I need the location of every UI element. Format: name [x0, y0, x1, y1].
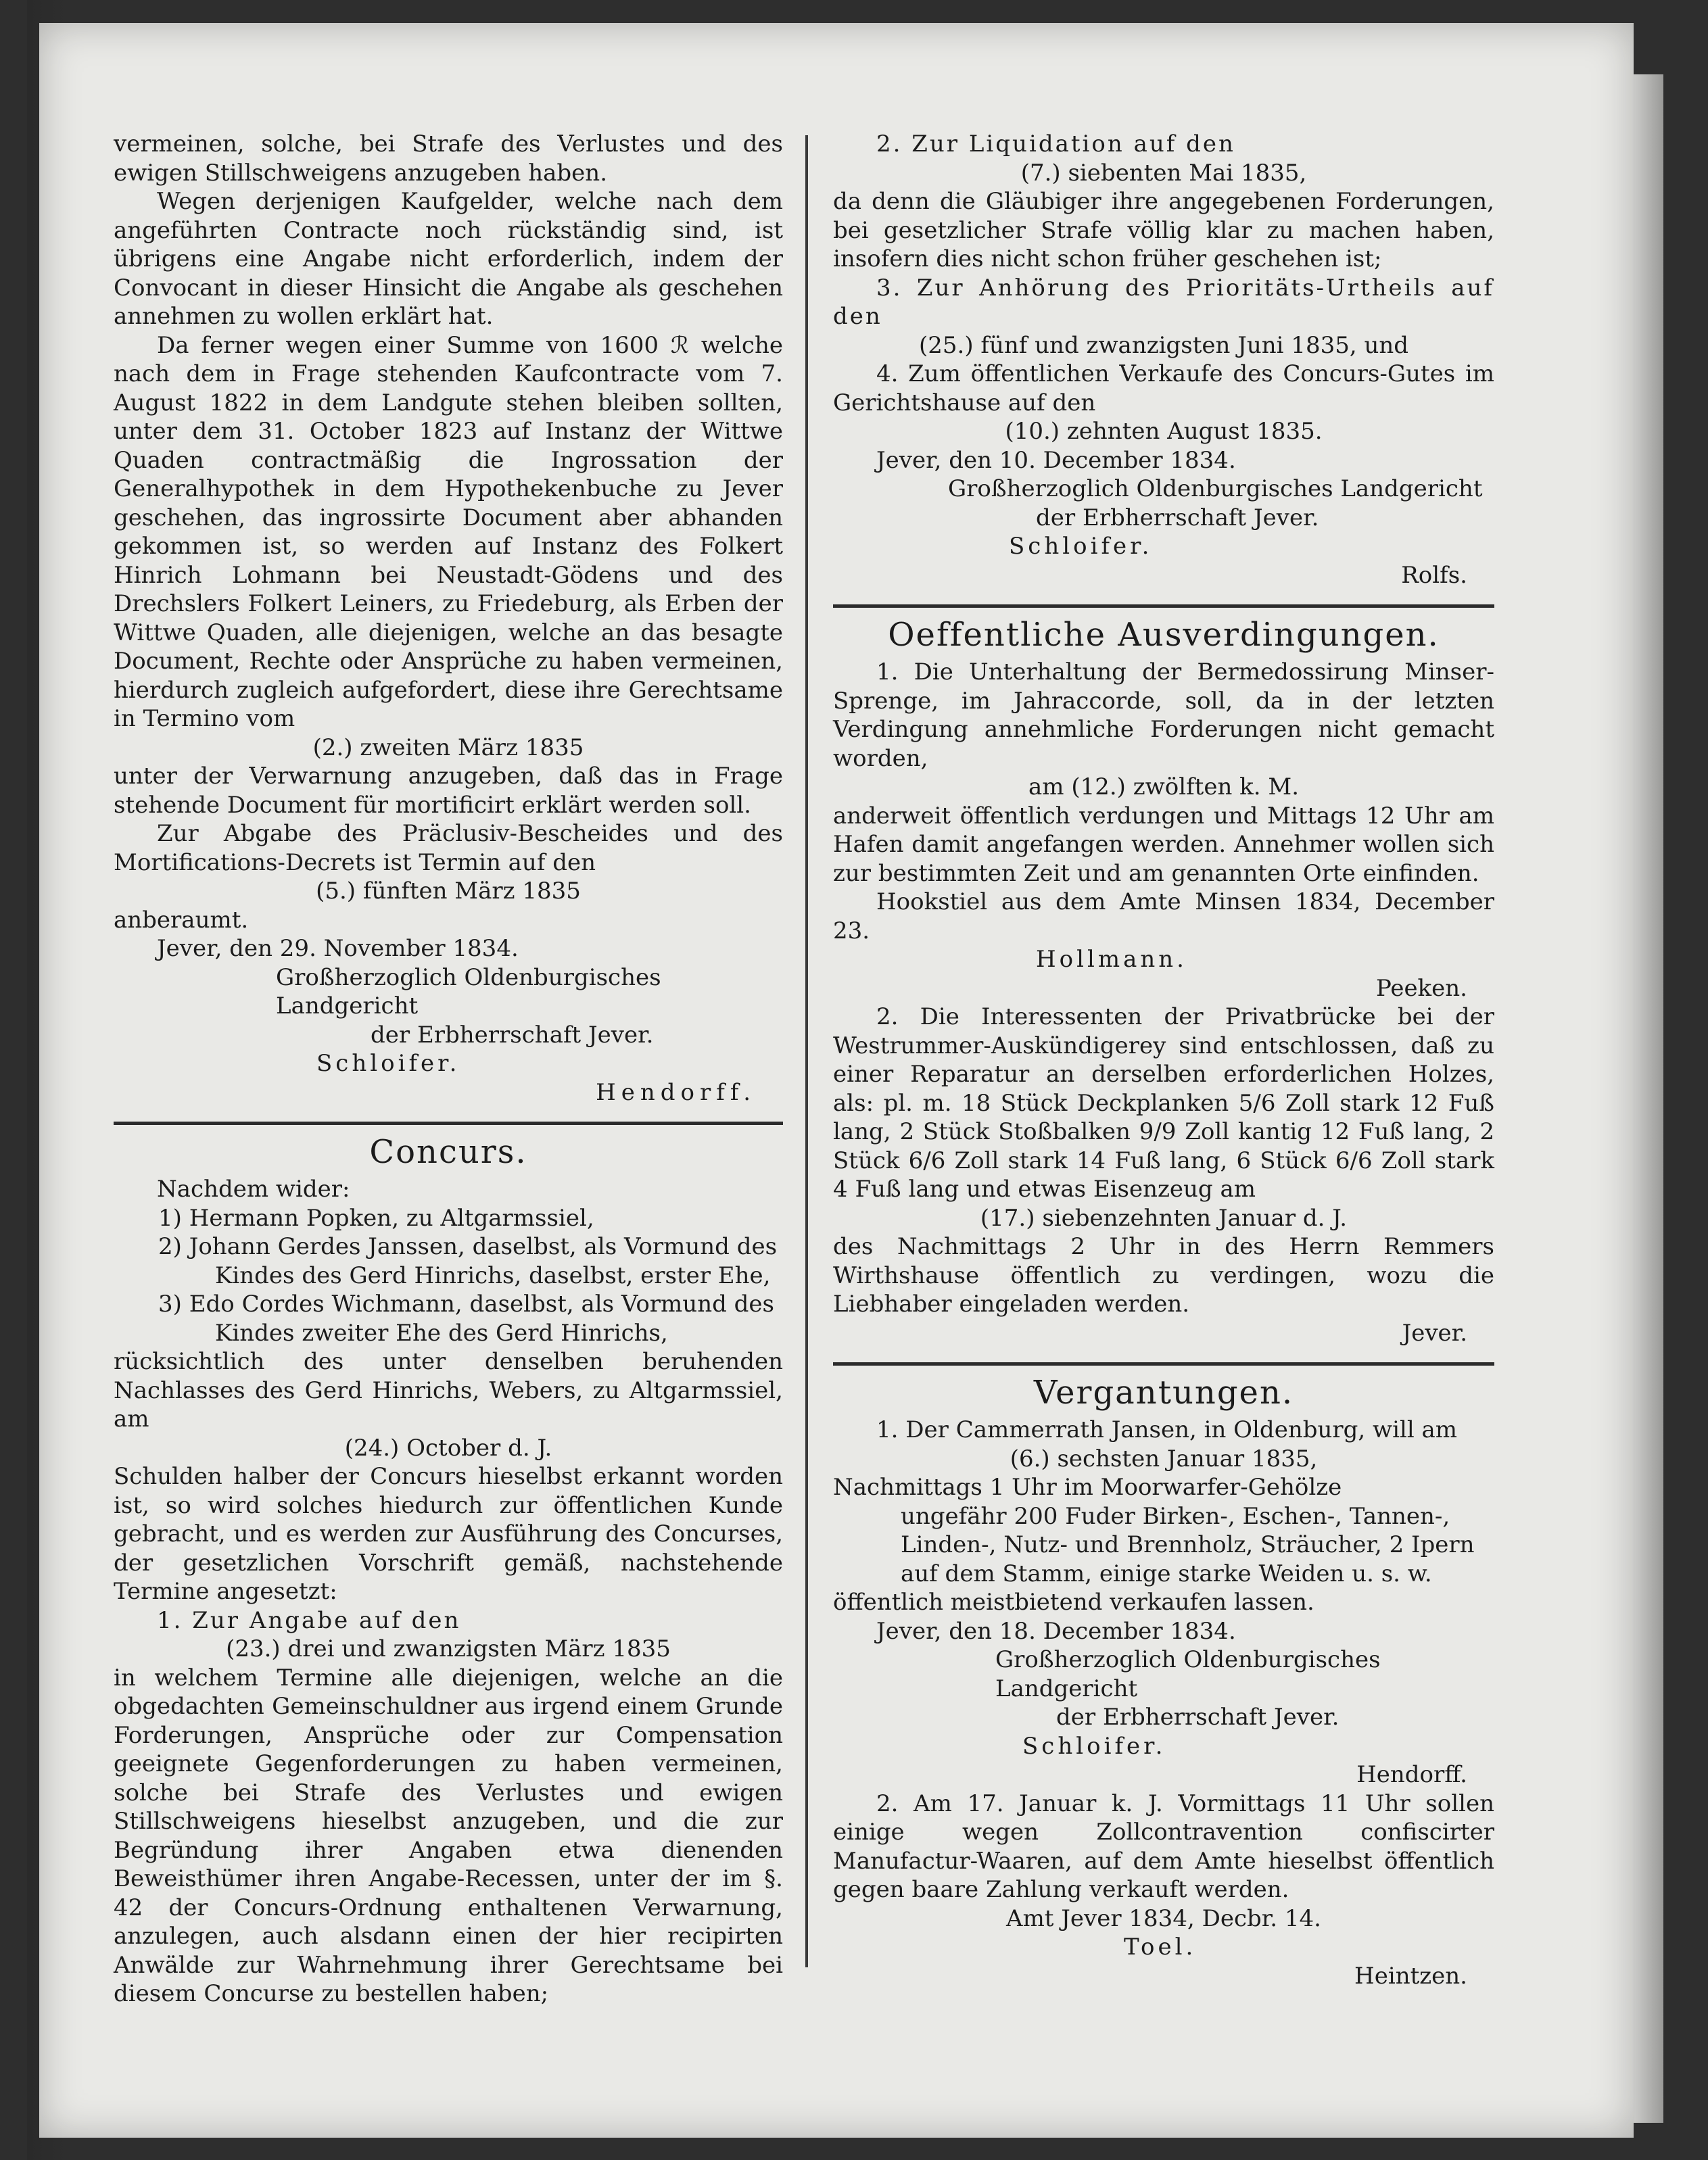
left-para-6: anberaumt.: [114, 906, 249, 934]
term-2: 2. Zur Liquidation auf den: [876, 130, 1235, 158]
verg-item-1: 1. Der Cammerrath Jansen, in Oldenburg, will am: [876, 1416, 1458, 1443]
aus-item-1-text: anderweit öffentlich verdungen und Mittags 12 Uhr am Hafen damit angefangen werden. Annehmer wollen sich zur bestimmten Zeit und am genannten Orte einfinden.: [833, 802, 1494, 887]
verg-item-2-sig-2: Heintzen.: [1354, 1962, 1467, 1990]
column-divider: [805, 135, 808, 1967]
verg-item-1-time: Nachmittags 1 Uhr im Moorwarfer-Gehölze: [833, 1474, 1342, 1501]
aus-item-2-date: (17.) siebenzehnten Januar d. J.: [980, 1204, 1348, 1232]
section-rule: [114, 1122, 783, 1125]
concurs-intro: Nachdem wider:: [157, 1176, 350, 1203]
left-court-line-2: der Erbherrschaft Jever.: [371, 1021, 654, 1049]
verg-court-line-2: der Erbherrschaft Jever.: [1056, 1704, 1339, 1731]
aus-item-1-date: am (12.) zwölften k. M.: [1028, 773, 1299, 800]
debtor-item-1: 1) Hermann Popken, zu Altgarmssiel,: [158, 1204, 594, 1232]
term-3: 3. Zur Anhörung des Prioritäts-Urtheils auf den: [833, 274, 1494, 330]
verg-item-1-sale: öffentlich meistbietend verkaufen lassen.: [833, 1589, 1314, 1616]
concurs-para-1: rücksichtlich des unter denselben beruhenden Nachlasses des Gerd Hinrichs, Webers, zu Altgarmssiel, am: [114, 1348, 783, 1433]
right-court-line-1: Großherzoglich Oldenburgisches Landgericht: [948, 475, 1483, 502]
section-rule: [833, 604, 1494, 608]
verg-item-1-goods: ungefähr 200 Fuder Birken-, Eschen-, Tannen-, Linden-, Nutz- und Brennholz, Sträucher, 2 Ipern auf dem Stamm, einige starke Weiden u. s. w.: [901, 1502, 1475, 1587]
left-para-2: Wegen derjenigen Kaufgelder, welche nach dem angeführten Contracte noch rückständig sind, ist übrigens eine Angabe nicht erforderlich, indem der Convocant in dieser Hinsicht die Angabe als geschehen annehmen zu wollen erklärt hat.: [114, 188, 783, 330]
term-4: 4. Zum öffentlichen Verkaufe des Concurs-Gutes im Gerichtshause auf den: [833, 360, 1494, 416]
verg-item-2-sig-1: Toel.: [1124, 1934, 1197, 1961]
verg-court-line-1: Großherzoglich Oldenburgisches Landgericht: [995, 1646, 1381, 1702]
verg-item-1-sig-2: Hendorff.: [1356, 1761, 1467, 1788]
concurs-para-2: Schulden halber der Concurs hieselbst erkannt worden ist, so wird solches hiedurch zur öffentlichen Kunde gebracht, und es werden zur Ausführung des Concurses, der gesetzlichen Vorschrift gemäß, nachstehende Termine angesetzt:: [114, 1463, 783, 1605]
left-place-date: Jever, den 29. November 1834.: [157, 935, 519, 962]
left-court-line-1: Großherzoglich Oldenburgisches Landgericht: [276, 963, 661, 1019]
term-1: 1. Zur Angabe auf den: [157, 1606, 461, 1634]
right-column: [833, 130, 1494, 1990]
right-signature-2: Rolfs.: [1401, 561, 1467, 589]
aus-item-2-text: des Nachmittags 2 Uhr in des Herrn Remmers Wirthshause öffentlich zu verdingen, wozu die Liebhaber eingeladen werden.: [833, 1233, 1494, 1318]
aus-item-1-sig-1: Hollmann.: [1036, 946, 1187, 973]
right-place-date: Jever, den 10. December 1834.: [876, 446, 1236, 474]
left-signature-2: Hendorff.: [596, 1078, 756, 1106]
verg-item-1-place: Jever, den 18. December 1834.: [876, 1617, 1236, 1645]
verg-item-2-place: Amt Jever 1834, Decbr. 14.: [1006, 1904, 1321, 1932]
left-date-1: (2.) zweiten März 1835: [312, 734, 584, 761]
left-date-2: (5.) fünften März 1835: [316, 878, 581, 905]
debtor-item-2: 2) Johann Gerdes Janssen, daselbst, als Vormund des Kindes des Gerd Hinrichs, daselbst, erster Ehe,: [158, 1233, 778, 1289]
left-signature-1: Schloifer.: [316, 1050, 460, 1077]
term-2-para: da denn die Gläubiger ihre angegebenen Forderungen, bei gesetzlicher Strafe völlig klar zu machen haben, insofern dies nicht schon früher geschehen ist;: [833, 188, 1494, 272]
concurs-heading: Concurs.: [369, 1133, 527, 1171]
left-column: [114, 130, 783, 2009]
term-3-date: (25.) fünf und zwanzigsten Juni 1835, und: [918, 331, 1409, 359]
vergantungen-heading: Vergantungen.: [1033, 1374, 1294, 1412]
concurs-date-1: (24.) October d. J.: [344, 1434, 552, 1462]
aus-item-1: 1. Die Unterhaltung der Bermedossirung Minser-Sprenge, im Jahraccorde, soll, da in der letzten Verdingung annehmliche Forderungen nicht gemacht worden,: [833, 658, 1494, 772]
term-2-date: (7.) siebenten Mai 1835,: [1020, 159, 1307, 187]
section-rule: [833, 1362, 1494, 1366]
aus-item-2-sig: Jever.: [1402, 1319, 1467, 1347]
left-para-3: Da ferner wegen einer Summe von 1600 ℛ welche nach dem in Frage stehenden Kaufcontracte vom 7. August 1822 in dem Landgute stehen bleiben sollten, unter dem 31. October 1823 auf Instanz der Wittwe Quaden contractmäßig die Ingrossation der Generalhypothek in dem Hypothekenbuche zu Jever geschehen, das ingrossirte Document aber abhanden gekommen ist, so werden auf Instanz des Folkert Hinrich Lohmann bei Neustadt-Gödens und des Drechslers Folkert Leiners, zu Friedeburg, als Erben der Wittwe Quaden, alle diejenigen, welche an das besagte Document, Rechte oder Ansprüche zu haben vermeinen, hierdurch zugleich aufgefordert, diese ihre Gerechtsame in Termino vom: [114, 331, 783, 732]
term-1-date: (23.) drei und zwanzigsten März 1835: [226, 1635, 671, 1662]
term-4-date: (10.) zehnten August 1835.: [1005, 418, 1323, 445]
verg-item-1-date: (6.) sechsten Januar 1835,: [1010, 1445, 1318, 1472]
left-para-1: vermeinen, solche, bei Strafe des Verlustes und des ewigen Stillschweigens anzugeben haben.: [114, 130, 783, 187]
right-signature-1: Schloifer.: [1009, 533, 1153, 560]
verg-item-1-sig-1: Schloifer.: [1022, 1732, 1166, 1760]
aus-item-2: 2. Die Interessenten der Privatbrücke bei der Westrummer-Auskündigerey sind entschlossen, daß zu einer Reparatur an derselben erforderlichen Holzes, als: pl. m. 18 Stück Deckplanken 5/6 Zoll stark 12 Fuß lang, 2 Stück Stoßbalken 9/9 Zoll kantig 12 Fuß lang, 2 Stück 6/6 Zoll stark 14 Fuß lang, 6 Stück 6/6 Zoll stark 4 Fuß lang und etwas Eisenzeug am: [833, 1003, 1494, 1203]
concurs-para-3: in welchem Termine alle diejenigen, welche an die obgedachten Gemeinschuldner aus irgend einem Grunde Forderungen, Ansprüche oder zur Compensation geeignete Gegenforderungen zu haben vermeinen, solche bei Strafe des Verlustes und ewigen Stillschweigens hieselbst anzugeben, und die zur Begründung ihrer Angaben etwa dienenden Beweisthümer ihren Angabe-Recessen, unter der im §. 42 der Concurs-Ordnung enthaltenen Verwarnung, anzulegen, auch alsdann einen der hier recipirten Anwälde zur Wahrnehmung ihrer Gerechtsame bei diesem Concurse zu bestellen haben;: [114, 1664, 783, 2007]
left-para-5: Zur Abgabe des Präclusiv-Bescheides und des Mortifications-Decrets ist Termin auf den: [114, 820, 783, 876]
ausverdingungen-heading: Oeffentliche Ausverdingungen.: [888, 616, 1440, 654]
verg-item-2: 2. Am 17. Januar k. J. Vormittags 11 Uhr sollen einige wegen Zollcontravention confiscirter Manufactur-Waaren, auf dem Amte hieselbst öffentlich gegen baare Zahlung verkauft werden.: [833, 1790, 1494, 1903]
left-para-4: unter der Verwarnung anzugeben, daß das in Frage stehende Document für mortificirt erklärt werden soll.: [114, 763, 783, 819]
debtor-item-3: 3) Edo Cordes Wichmann, daselbst, als Vormund des Kindes zweiter Ehe des Gerd Hinrichs,: [158, 1291, 774, 1347]
right-court-line-2: der Erbherrschaft Jever.: [1036, 504, 1319, 531]
aus-item-1-sig-2: Peeken.: [1375, 974, 1467, 1002]
aus-item-1-place: Hookstiel aus dem Amte Minsen 1834, December 23.: [833, 888, 1494, 944]
